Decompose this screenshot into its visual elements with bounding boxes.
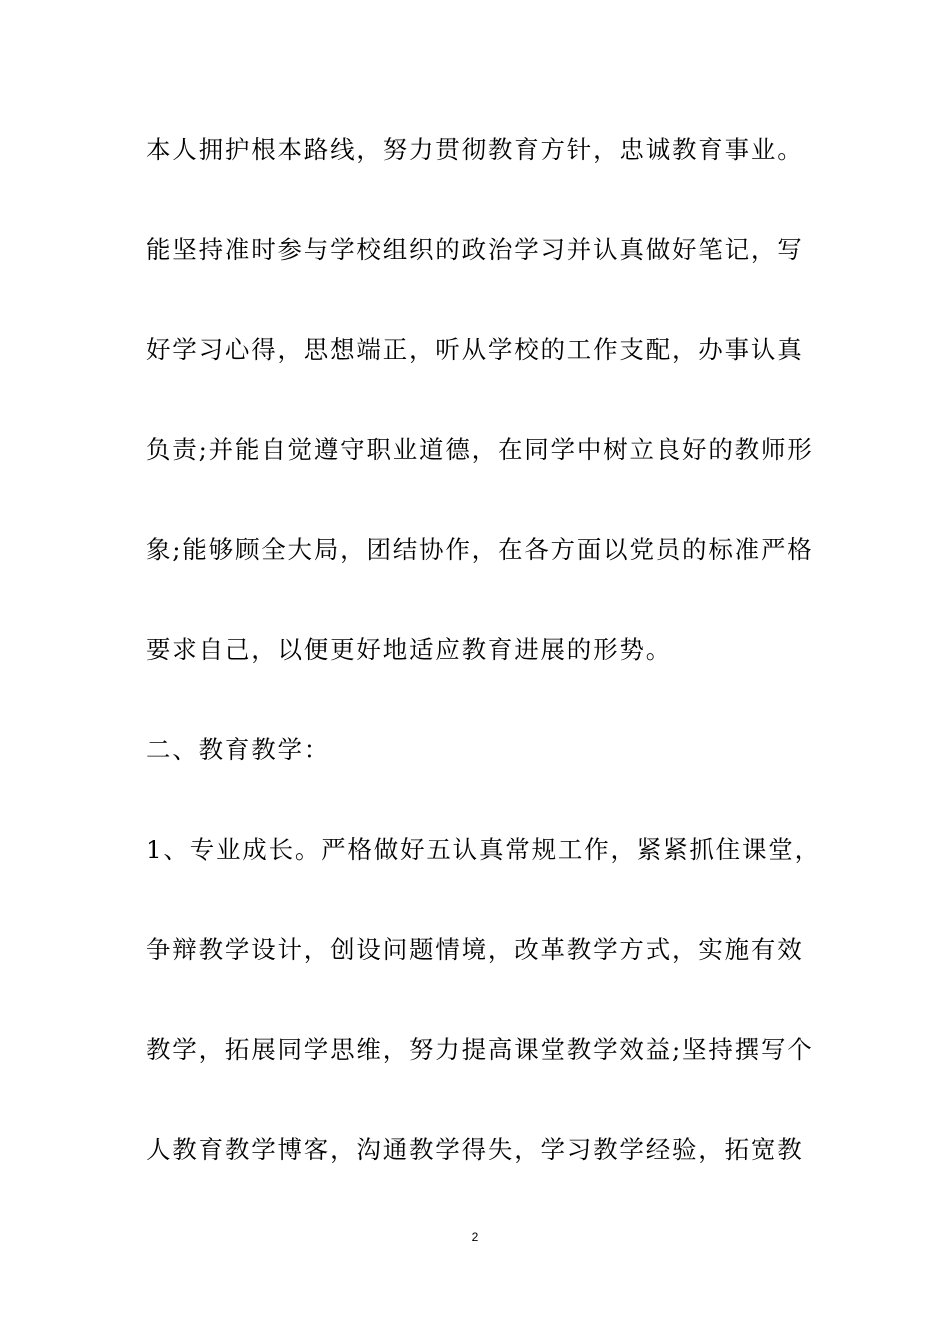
text-line: 好学习心得，思想端正，听从学校的工作支配，办事认真: [146, 335, 804, 364]
text-line: 本人拥护根本路线，努力贯彻教育方针，忠诚教育事业。: [146, 135, 804, 164]
text-line: 要求自己，以便更好地适应教育进展的形势。: [146, 635, 672, 664]
text-line: 人教育教学博客，沟通教学得失，学习教学经验，拓宽教: [146, 1135, 804, 1164]
text-line: 负责;并能自觉遵守职业道德，在同学中树立良好的教师形: [146, 435, 814, 464]
text-line: 象;能够顾全大局，团结协作，在各方面以党员的标准严格: [146, 535, 814, 564]
text-line: 教学，拓展同学思维，努力提高课堂教学效益;坚持撰写个: [146, 1035, 814, 1064]
text-line: 争辩教学设计，创设问题情境，改革教学方式，实施有效: [146, 935, 804, 964]
page-number: 2: [471, 1230, 479, 1244]
section-heading: 二、教育教学：: [146, 735, 331, 764]
text-line: 1、专业成长。严格做好五认真常规工作，紧紧抓住课堂，: [146, 835, 821, 864]
text-line: 能坚持准时参与学校组织的政治学习并认真做好笔记，写: [146, 235, 804, 264]
